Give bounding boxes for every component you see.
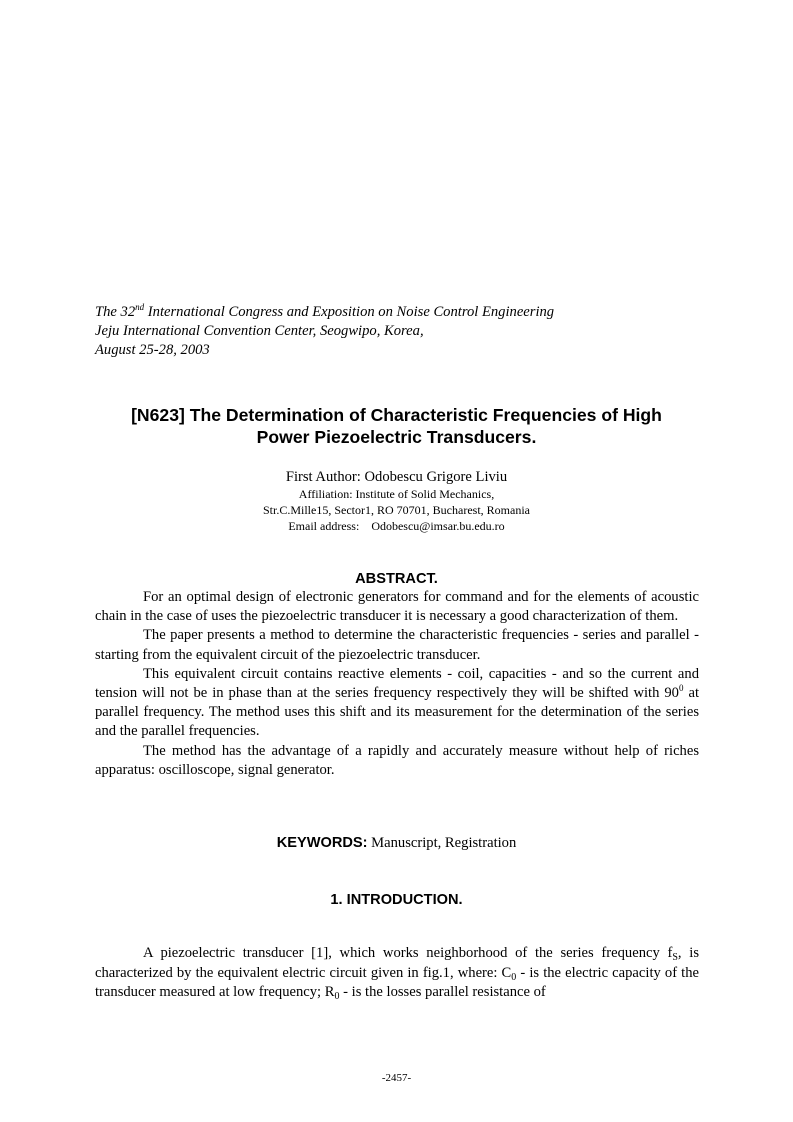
paper-title-line-1: [N623] The Determination of Characteristic Frequencies of High xyxy=(131,405,662,425)
introduction-body xyxy=(95,944,699,1003)
conference-line-1: The 32nd International Congress and Exposition on Noise Control Engineering xyxy=(95,302,555,320)
abstract-paragraph: The paper presents a method to determine the characteristic frequencies - series and parallel - starting from the equivalent circuit of the piezoelectric transducer. xyxy=(95,627,699,663)
author-address: Str.C.Mille15, Sector1, RO 70701, Bucharest, Romania xyxy=(263,503,530,517)
author-block xyxy=(0,468,793,534)
page-number: -2457- xyxy=(381,1072,412,1084)
conference-info xyxy=(95,303,554,360)
abstract-paragraph: This equivalent circuit contains reactive elements - coil, capacities - and so the current and tension will not be in phase than at the series frequency respectively they will be shifted with $90^0$ at parallel frequency. The method uses this shift and its measurement for the determination of the series and the parallel frequencies. xyxy=(95,665,699,740)
paper-title xyxy=(0,404,793,448)
introduction-paragraph: A piezoelectric transducer [1], which works neighborhood of the series frequency $f_S$, is characterized by the equivalent electric circuit given in fig.1, where: $C_0$ - is the electric capacity of the transducer measured at low frequency; $R_0$ - is the losses parallel resistance of xyxy=(95,945,699,1002)
abstract-paragraph: The method has the advantage of a rapidly and accurately measure without help of riches apparatus: oscilloscope, signal generator. xyxy=(95,742,699,778)
paper-title-line-2: Power Piezoelectric Transducers. xyxy=(256,427,537,447)
author-email-line xyxy=(0,518,793,534)
keywords-line xyxy=(0,834,793,852)
keywords-value: Manuscript, Registration xyxy=(367,835,517,851)
email-label: Email address: xyxy=(288,519,360,533)
conference-line-2: Jeju International Convention Center, Seogwipo, Korea, xyxy=(95,323,424,339)
conference-line-3: August 25-28, 2003 xyxy=(95,342,210,358)
introduction-heading: 1. INTRODUCTION. xyxy=(330,892,463,908)
author-name: First Author: Odobescu Grigore Liviu xyxy=(285,469,508,485)
abstract-paragraph: For an optimal design of electronic generators for command and for the elements of acoustic chain in the case of uses the piezoelectric transducer it is necessary a good characterization of them. xyxy=(95,589,699,625)
email-address: Odobescu@imsar.bu.edu.ro xyxy=(371,519,505,533)
author-affiliation: Affiliation: Institute of Solid Mechanics, xyxy=(298,487,495,501)
abstract-heading: ABSTRACT. xyxy=(355,571,438,587)
abstract-body xyxy=(95,588,699,780)
keywords-label: KEYWORDS: xyxy=(276,835,368,851)
